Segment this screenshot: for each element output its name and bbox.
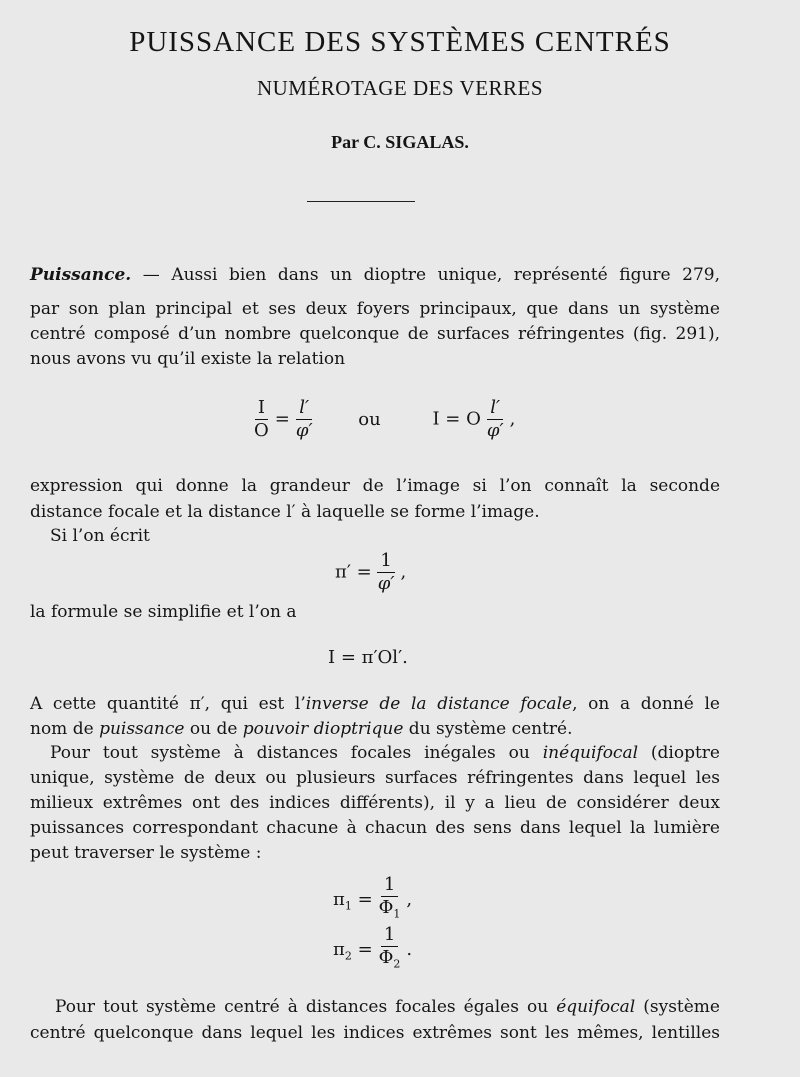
equation-1: $\frac{I}{O}$ = $\frac{l'}{\varphi'}$ ou I = O $\frac{l'}{\varphi'}$ , — [248, 397, 515, 442]
para1-line2: par son plan principal et ses deux foyers principaux, que dans un système — [30, 299, 720, 319]
para2-line3: Si l’on écrit — [50, 526, 150, 546]
para2-line2: distance focale et la distance l′ à laquelle se forme l’image. — [30, 502, 540, 522]
equation-5: $\pi_2$ = $\frac{1}{\Phi_2}$ . — [333, 924, 413, 971]
article-title: PUISSANCE DES SYSTÈMES CENTRÉS — [129, 26, 671, 58]
para6-line1: Pour tout système centré à distances focales égales ou équifocal (système — [55, 997, 720, 1017]
para6-line2: centré quelconque dans lequel les indices extrêmes sont les mêmes, lentilles — [30, 1023, 720, 1043]
para4-line2: nom de puissance ou de pouvoir dioptrique du système centré. — [30, 719, 573, 739]
para2-line1: expression qui donne la grandeur de l’image si l’on connaît la seconde — [30, 476, 720, 496]
section-heading: Puissance. — [30, 265, 132, 285]
para5-line4: puissances correspondant chacune à chacun des sens dans lequel la lumière — [30, 818, 720, 838]
article-subtitle: NUMÉROTAGE DES VERRES — [256, 76, 544, 100]
para1-line4: nous avons vu qu’il existe la relation — [30, 349, 346, 369]
equation-2: π′ = $\frac{1}{\varphi'}$ , — [335, 550, 407, 594]
title-divider — [307, 201, 415, 202]
fraction-l-over-phi: $\frac{l'}{\varphi'}$ — [295, 397, 313, 441]
fraction-i-over-o: $\frac{I}{O}$ — [254, 397, 269, 441]
para1-line3: centré composé d’un nombre quelconque de surfaces réfringentes (fig. 291), — [30, 324, 720, 344]
para3-line1: la formule se simplifie et l’on a — [30, 602, 297, 622]
para5-line3: milieux extrêmes ont des indices différents), il y a lieu de considérer deux — [30, 793, 720, 813]
equation-4: $\pi_1$ = $\frac{1}{\Phi_1}$ , — [333, 874, 413, 921]
para1-line1: Puissance. — Aussi bien dans un dioptre unique, représenté figure 279, — [30, 265, 720, 285]
eq-ou: ou — [358, 408, 381, 430]
para5-line2: unique, système de deux ou plusieurs surfaces réfringentes dans lequel les — [30, 768, 720, 788]
para5-line5: peut traverser le système : — [30, 843, 262, 863]
equation-3: I = π′Ol′. — [328, 647, 408, 668]
para4-line1: A cette quantité π′, qui est l’inverse de la distance focale, on a donné le — [30, 694, 720, 714]
para5-line1: Pour tout système à distances focales inégales ou inéquifocal (dioptre — [50, 743, 720, 763]
author-line: Par C. SIGALAS. — [331, 132, 469, 152]
